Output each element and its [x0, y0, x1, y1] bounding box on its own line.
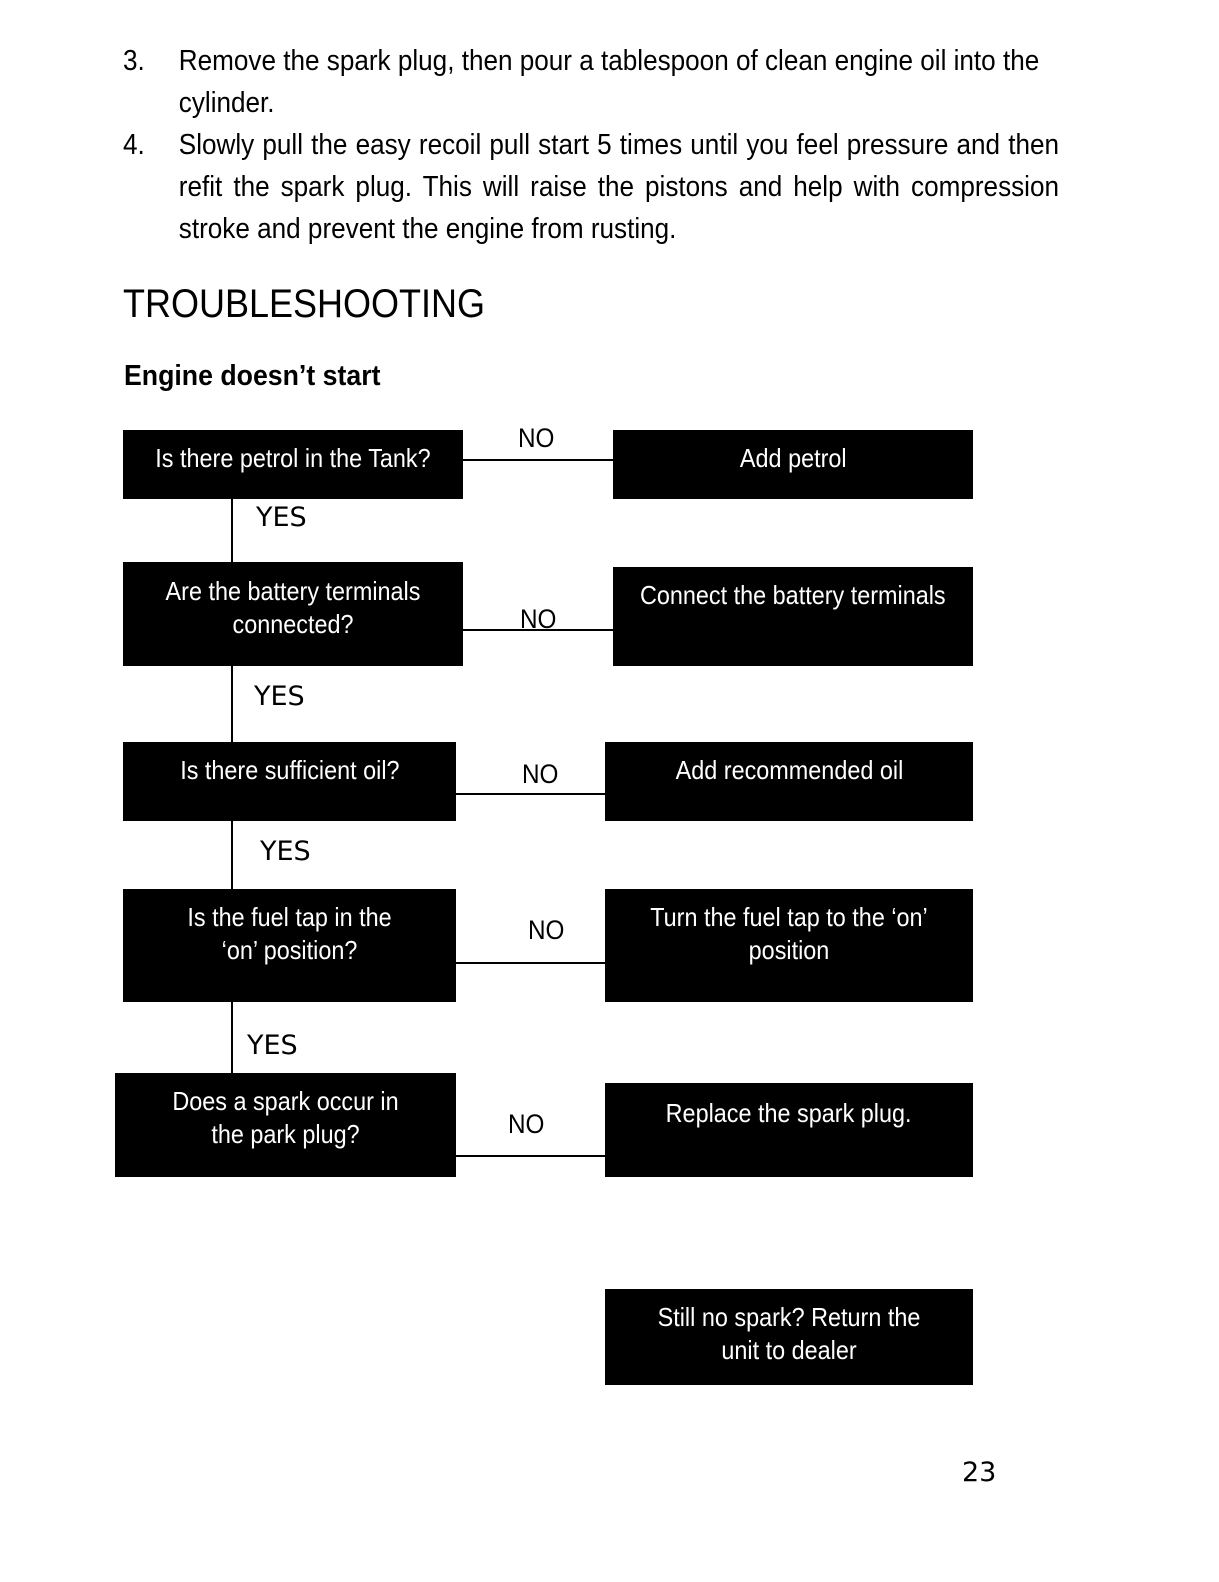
- action-box-connect-battery: [613, 567, 973, 666]
- step-4: [123, 124, 1060, 250]
- action-box-return-to-dealer: [605, 1289, 973, 1385]
- step-text: Remove the spark plug, then pour a tablespoon of clean engine oil into the cylinder.: [178, 45, 1040, 119]
- subsection-title: Engine doesn’t start: [124, 360, 381, 392]
- yes-label: YES: [260, 836, 311, 867]
- question-box-fuel-tap: [123, 889, 456, 1002]
- action-box-turn-fuel-tap: [605, 889, 973, 1002]
- action-text: Replace the spark plug.: [666, 1098, 912, 1128]
- yes-label: YES: [254, 681, 305, 712]
- no-connector: [463, 459, 613, 461]
- step-3: [123, 40, 1040, 124]
- question-box-petrol: [123, 430, 463, 499]
- page-number: 23: [962, 1457, 997, 1488]
- action-text: Add petrol: [739, 443, 847, 473]
- question-text: Is the fuel tap in the ‘on’ position?: [187, 902, 392, 965]
- question-text: Are the battery terminals connected?: [165, 576, 421, 639]
- step-number: 4.: [123, 129, 145, 161]
- no-label: NO: [518, 423, 555, 453]
- yes-connector: [231, 821, 233, 889]
- yes-connector: [231, 1002, 233, 1073]
- step-number: 3.: [123, 45, 145, 77]
- step-text: Slowly pull the easy recoil pull start 5 times until you feel pressure and then refit the spark plug. This will raise the pistons and help with compression stroke and prevent the engine from rusting.: [178, 129, 1060, 245]
- action-box-replace-spark-plug: [605, 1083, 973, 1177]
- question-text: Is there sufficient oil?: [179, 755, 400, 785]
- yes-label: YES: [256, 502, 307, 533]
- action-text: Add recommended oil: [675, 755, 903, 785]
- yes-connector: [231, 666, 233, 742]
- action-box-add-petrol: [613, 430, 973, 499]
- no-label: NO: [528, 915, 565, 945]
- question-box-oil: [123, 742, 456, 821]
- action-text: Still no spark? Return the unit to dealer: [657, 1302, 921, 1365]
- no-connector: [456, 1155, 605, 1157]
- yes-label: YES: [247, 1030, 298, 1061]
- question-text: Does a spark occur in the park plug?: [172, 1086, 399, 1149]
- no-connector: [456, 793, 606, 795]
- yes-connector: [231, 499, 233, 562]
- action-box-add-oil: [605, 742, 973, 821]
- no-label: NO: [522, 759, 559, 789]
- no-label: NO: [508, 1109, 545, 1139]
- question-box-battery: [123, 562, 463, 666]
- action-text: Turn the fuel tap to the ‘on’ position: [650, 902, 928, 965]
- action-text: Connect the battery terminals: [640, 580, 946, 610]
- question-box-spark: [115, 1073, 456, 1177]
- section-title: TROUBLESHOOTING: [123, 282, 486, 326]
- no-label: NO: [520, 604, 557, 634]
- question-text: Is there petrol in the Tank?: [155, 443, 431, 473]
- no-connector: [456, 962, 606, 964]
